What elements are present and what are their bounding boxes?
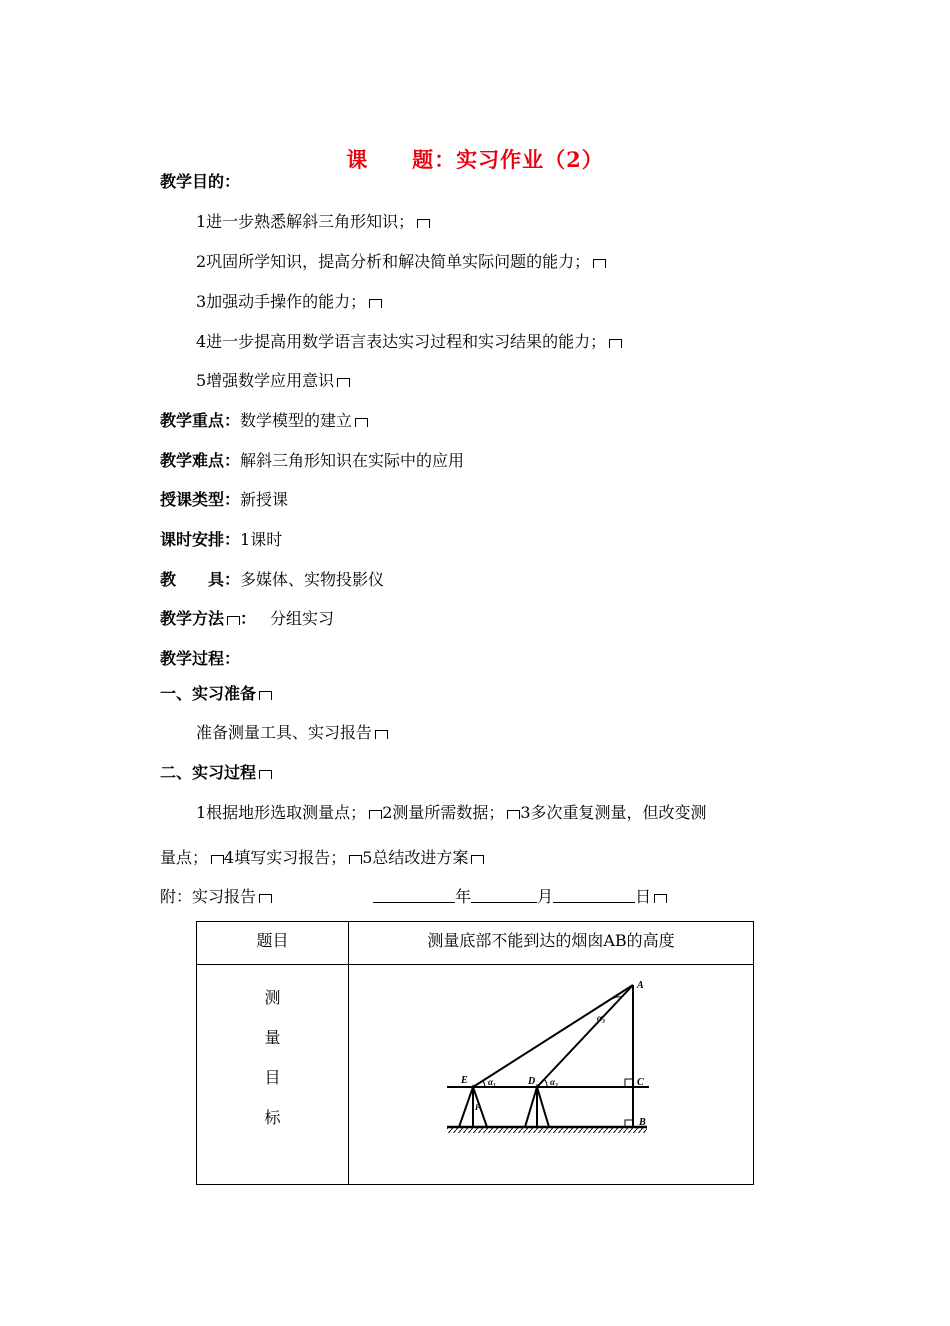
objective-item: 3加强动手操作的能力； (196, 292, 382, 312)
report-table (196, 921, 754, 1185)
return-mark-icon (369, 810, 382, 819)
label-alpha2: α₂ (550, 1077, 559, 1087)
return-mark-icon (471, 855, 484, 864)
return-mark-icon (507, 810, 520, 819)
return-mark-icon (349, 855, 362, 864)
objective-item: 5增强数学应用意识 (196, 371, 350, 391)
year-blank (373, 887, 455, 903)
objective-item: 1进一步熟悉解斜三角形知识； (196, 212, 430, 232)
table-header-topic: 题目 (197, 922, 349, 965)
process-steps-line1: 1根据地形选取测量点； 2测量所需数据； 3多次重复测量，但改变测 (196, 803, 707, 822)
return-mark-icon (375, 730, 388, 739)
label-c: C (637, 1077, 644, 1088)
lesson-type-row: 授课类型：新授课 (160, 490, 289, 509)
table-header-row (197, 922, 754, 965)
return-mark-icon (417, 219, 430, 228)
process-heading: 教学过程： (160, 649, 241, 668)
objectives-heading: 教学目的： (160, 172, 241, 191)
process-steps-line2: 量点； 4填写实习报告； 5总结改进方案 (160, 848, 484, 868)
return-mark-icon (259, 691, 272, 700)
measure-target-label: 测 量 目 标 (197, 965, 349, 1185)
label-b: B (639, 1117, 646, 1128)
label-d: D (528, 1076, 536, 1087)
table-row (197, 965, 754, 1185)
diagram-cell (349, 965, 754, 1185)
return-mark-icon (259, 894, 272, 903)
return-mark-icon (211, 855, 224, 864)
section-prep-heading: 一、实习准备 (160, 684, 272, 704)
label-f: F (475, 1103, 481, 1112)
page-title: 课 题：实习作业（2） (346, 147, 604, 172)
return-mark-icon (369, 299, 382, 308)
key-point-row: 教学重点：数学模型的建立 (160, 411, 368, 431)
label-alpha1: α₁ (488, 1077, 497, 1087)
tools-row: 教 具：多媒体、实物投影仪 (160, 570, 385, 589)
section-prep-body: 准备测量工具、实习报告 (196, 723, 388, 743)
right-angle-c (625, 1079, 633, 1087)
return-mark-icon (227, 616, 240, 625)
objective-item: 4进一步提高用数学语言表达实习过程和实习结果的能力； (196, 332, 622, 352)
schedule-row: 课时安排：1课时 (160, 530, 283, 549)
day-blank (553, 887, 635, 903)
return-mark-icon (355, 418, 368, 427)
angle-arc-2 (544, 1079, 547, 1087)
return-mark-icon (654, 894, 667, 903)
section-process-heading: 二、实习过程 (160, 763, 272, 783)
method-row: 教学方法 ： 分组实习 (160, 609, 335, 628)
label-e: E (461, 1075, 468, 1086)
sight-from-e (473, 985, 633, 1087)
appendix-row: 附：实习报告 年 月 日 (160, 887, 667, 907)
chimney-measurement-diagram (441, 980, 661, 1150)
difficulty-row: 教学难点：解斜三角形知识在实际中的应用 (160, 451, 465, 470)
return-mark-icon (337, 378, 350, 387)
return-mark-icon (259, 770, 272, 779)
return-mark-icon (593, 259, 606, 268)
label-a: A (637, 980, 644, 991)
objective-item: 2巩固所学知识，提高分析和解决简单实际问题的能力； (196, 252, 606, 272)
table-header-title: 测量底部不能到达的烟囱AB的高度 (349, 922, 754, 965)
month-blank (471, 887, 537, 903)
label-alpha3: α₃ (597, 1013, 606, 1023)
return-mark-icon (609, 339, 622, 348)
